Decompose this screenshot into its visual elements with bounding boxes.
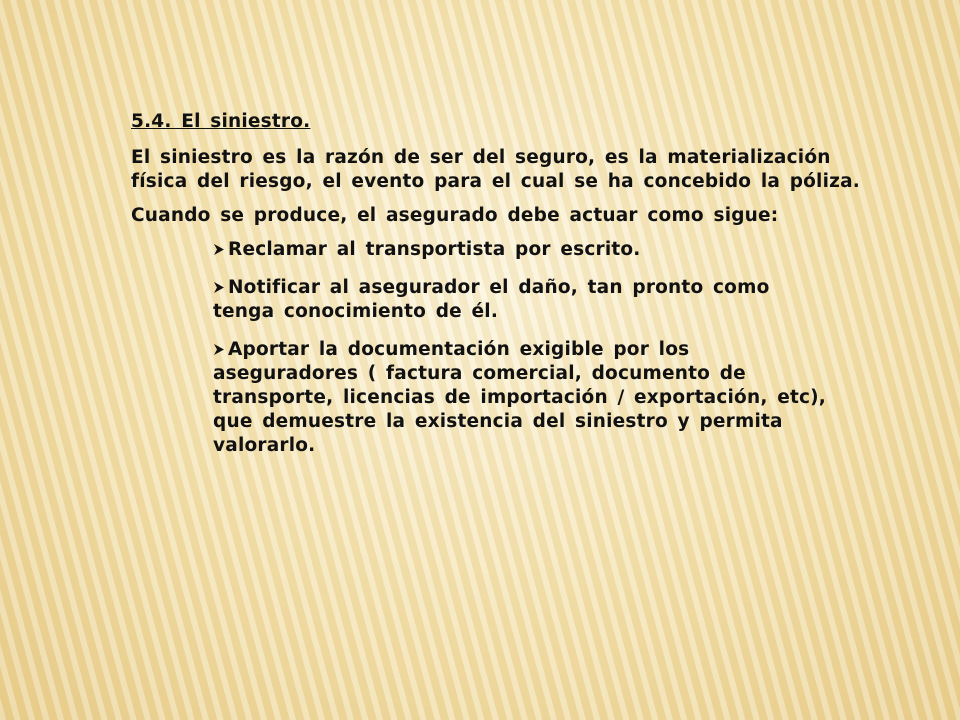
arrowhead-bullet-icon — [213, 343, 225, 356]
list-item — [213, 276, 833, 324]
list-item-text: Reclamar al transportista por escrito. — [228, 239, 641, 260]
list-item-text: Aportar la documentación exigible por los aseguradores ( factura comercial, documento de transporte, licencias de importación / exportación, etc), que demuestre la existencia del siniestro y permita valorarlo. — [213, 339, 827, 456]
action-list — [213, 238, 833, 458]
list-item-text: Notificar al asegurador el daño, tan pronto como tenga conocimiento de él. — [213, 277, 770, 322]
arrowhead-bullet-icon — [213, 281, 225, 294]
slide-content — [131, 110, 871, 472]
instructions-intro: Cuando se produce, el asegurado debe actuar como sigue: — [131, 205, 779, 226]
definition-paragraph: El siniestro es la razón de ser del seguro, es la materialización física del riesgo, el evento para el cual se ha concebido la póliza. — [131, 147, 861, 192]
list-item — [213, 238, 833, 262]
list-item — [213, 338, 833, 458]
arrowhead-bullet-icon — [213, 243, 225, 256]
section-heading: 5.4. El siniestro. — [131, 111, 311, 132]
